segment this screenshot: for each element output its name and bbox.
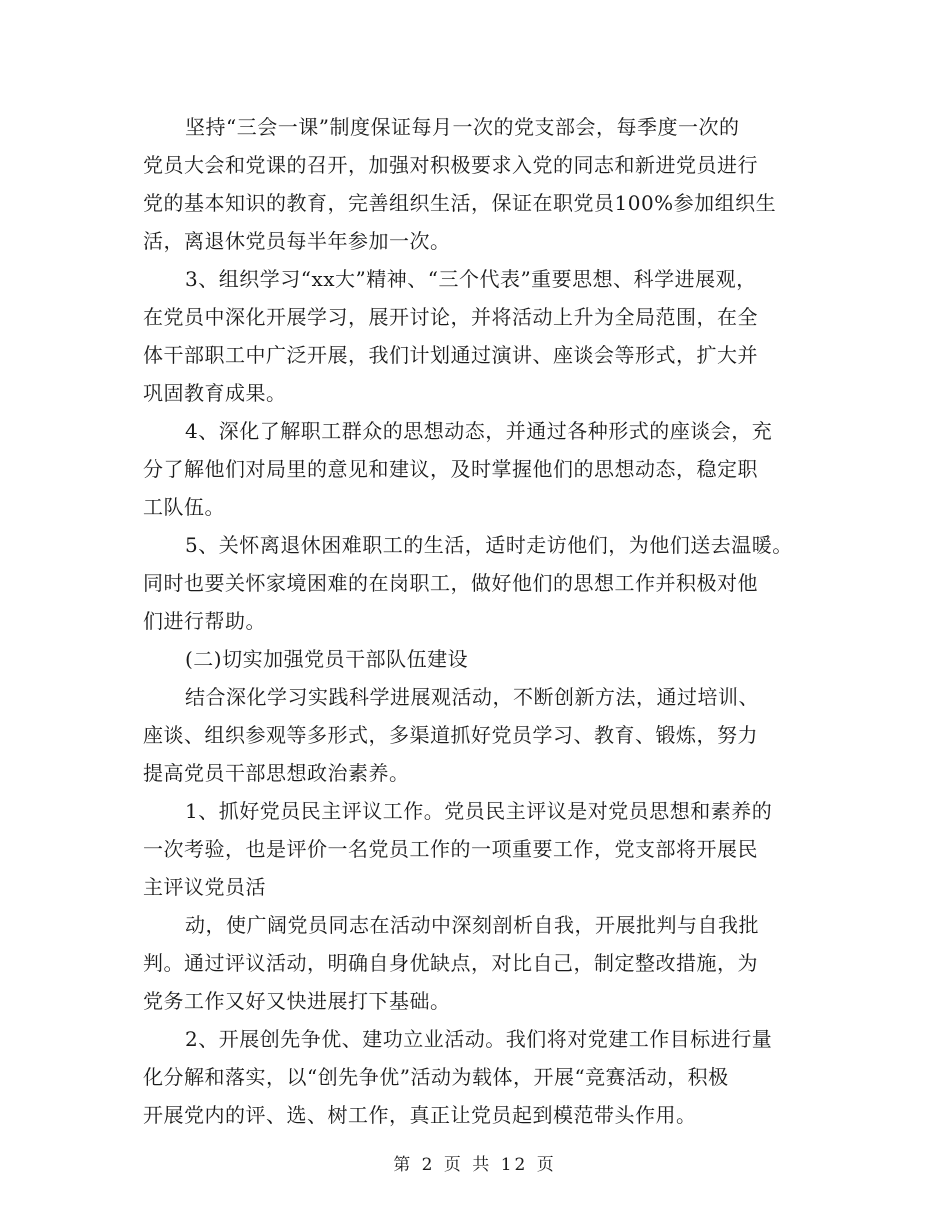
paragraph-item-5 bbox=[143, 526, 823, 640]
text-line: 5、关怀离退休困难职工的生活，适时走访他们，为他们送去温暖。 bbox=[185, 533, 793, 557]
text-line: 们进行帮助。 bbox=[143, 609, 266, 633]
document-body bbox=[143, 108, 823, 1134]
text-line: 化分解和落实，以“创先争优”活动为载体，开展“竞赛活动，积极 bbox=[143, 1065, 729, 1089]
text-line: 座谈、组织参观等多形式，多渠道抓好党员学习、教育、锻炼，努力 bbox=[143, 723, 758, 747]
text-line: 坚持“三会一课”制度保证每月一次的党支部会，每季度一次的 bbox=[185, 115, 740, 139]
text-line: 党务工作又好又快进展打下基础。 bbox=[143, 989, 451, 1013]
section-heading-text: (二)切实加强党员干部队伍建设 bbox=[185, 647, 469, 671]
text-line: 一次考验，也是评价一名党员工作的一项重要工作，党支部将开展民 bbox=[143, 837, 758, 861]
section-heading bbox=[143, 640, 823, 678]
text-line: 在党员中深化开展学习，展开讨论，并将活动上升为全局范围，在全 bbox=[143, 305, 758, 329]
text-line: 判。通过评议活动，明确自身优缺点，对比自己，制定整改措施，为 bbox=[143, 951, 758, 975]
text-line: 动，使广阔党员同志在活动中深刻剖析自我，开展批判与自我批 bbox=[185, 913, 759, 937]
text-line: 工队伍。 bbox=[143, 495, 225, 519]
text-line: 提高党员干部思想政治素养。 bbox=[143, 761, 410, 785]
text-line: 结合深化学习实践科学进展观活动，不断创新方法，通过培训、 bbox=[185, 685, 759, 709]
text-line: 党的基本知识的教育，完善组织生活，保证在职党员100%参加组织生 bbox=[143, 191, 777, 215]
text-line: 4、深化了解职工群众的思想动态，并通过各种形式的座谈会，充 bbox=[185, 419, 773, 443]
text-line: 巩固教育成果。 bbox=[143, 381, 287, 405]
text-line: 2、开展创先争优、建功立业活动。我们将对党建工作目标进行量 bbox=[185, 1027, 773, 1051]
text-line: 3、组织学习“xx大”精神、“三个代表”重要思想、科学进展观， bbox=[185, 267, 757, 291]
paragraph-item-1-continued bbox=[143, 906, 823, 1020]
paragraph-item-2 bbox=[143, 1020, 823, 1134]
paragraph-item-1 bbox=[143, 792, 823, 906]
paragraph-item-3 bbox=[143, 260, 823, 412]
text-line: 活，离退休党员每半年参加一次。 bbox=[143, 229, 451, 253]
text-line: 同时也要关怀家境困难的在岗职工，做好他们的思想工作并积极对他 bbox=[143, 571, 758, 595]
text-line: 1、抓好党员民主评议工作。党员民主评议是对党员思想和素养的 bbox=[185, 799, 773, 823]
text-line: 体干部职工中广泛开展，我们计划通过演讲、座谈会等形式，扩大并 bbox=[143, 343, 758, 367]
text-line: 分了解他们对局里的意见和建议，及时掌握他们的思想动态，稳定职 bbox=[143, 457, 758, 481]
page-number-footer: 第 2 页 共 12 页 bbox=[393, 1155, 557, 1175]
text-line: 开展党内的评、选、树工作，真正让党员起到模范带头作用。 bbox=[143, 1103, 697, 1127]
paragraph-section-intro bbox=[143, 678, 823, 792]
text-line: 党员大会和党课的召开，加强对积极要求入党的同志和新进党员进行 bbox=[143, 153, 758, 177]
paragraph-party-meetings bbox=[143, 108, 823, 260]
paragraph-item-4 bbox=[143, 412, 823, 526]
text-line: 主评议党员活 bbox=[143, 875, 266, 899]
